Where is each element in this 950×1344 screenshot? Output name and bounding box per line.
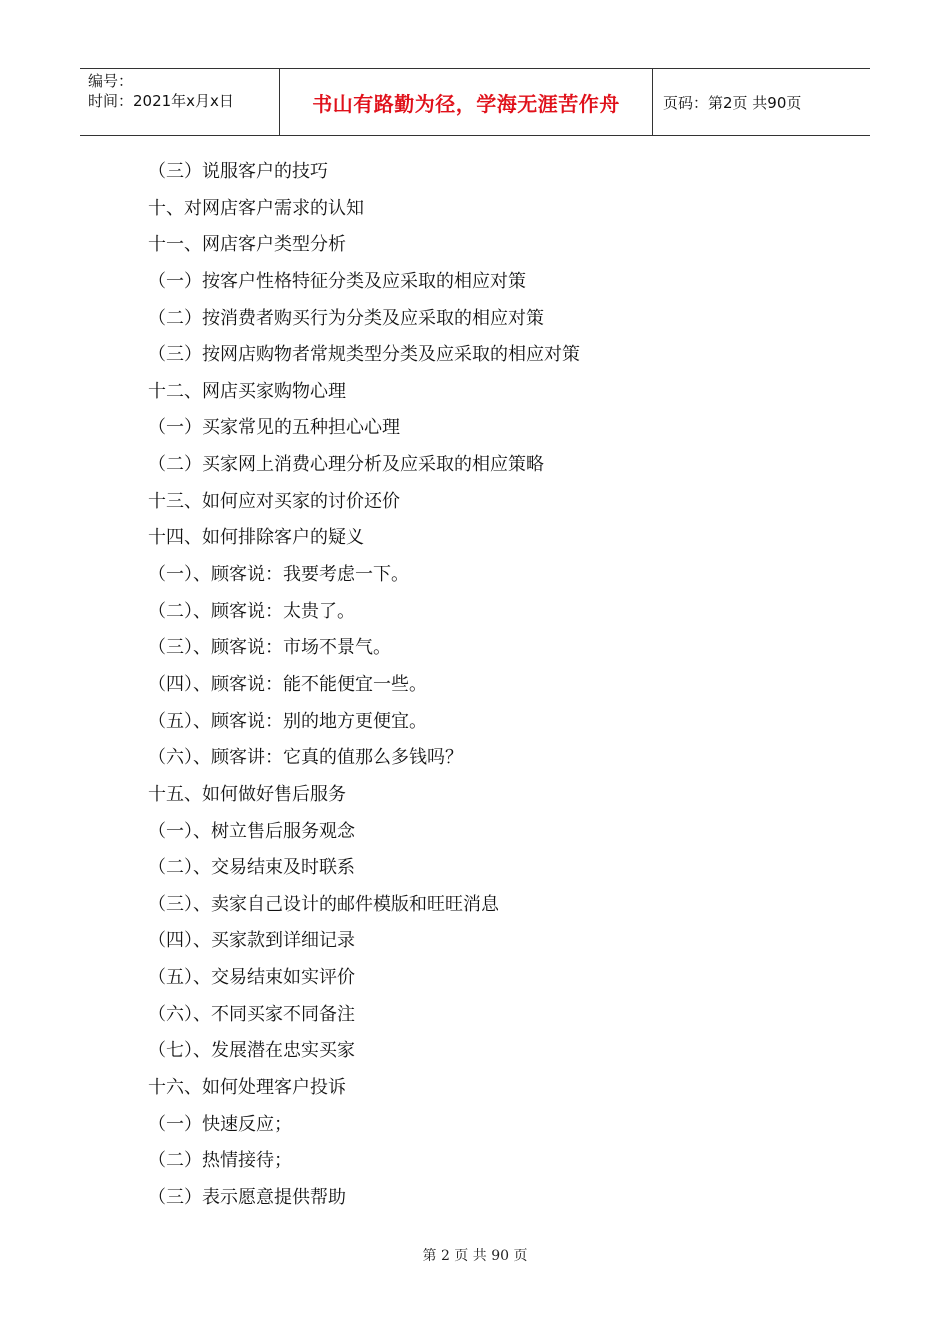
outline-line: （二）、顾客说：太贵了。 [148,600,355,622]
document-date-label: 时间：2021年x月x日 [88,92,234,110]
page-footer: 第 2 页 共 90 页 [422,1248,528,1264]
outline-line: 十六、如何处理客户投诉 [148,1077,346,1099]
outline-line: （三）、卖家自己设计的邮件模版和旺旺消息 [148,893,499,915]
outline-line: 十、对网店客户需求的认知 [148,197,364,219]
outline-line: （四）、买家款到详细记录 [148,930,355,952]
outline-line: （一）按客户性格特征分类及应采取的相应对策 [148,270,526,292]
header-page-info: 页码：第2页 共90页 [663,93,802,112]
outline-line: （五）、顾客说：别的地方更便宜。 [148,710,427,732]
outline-line: （五）、交易结束如实评价 [148,967,355,989]
outline-line: 十五、如何做好售后服务 [148,783,346,805]
outline-line: （六）、不同买家不同备注 [148,1003,355,1025]
outline-line: （六）、顾客讲：它真的值那么多钱吗？ [148,747,463,769]
outline-line: 十四、如何排除客户的疑义 [148,527,364,549]
outline-line: （一）买家常见的五种担心心理 [148,417,400,439]
document-number-label: 编号： [88,72,134,90]
outline-line: 十一、网店客户类型分析 [148,234,346,256]
outline-line: （三）说服客户的技巧 [148,161,328,182]
outline-line: （三）表示愿意提供帮助 [148,1186,346,1208]
outline-line: （七）、发展潜在忠实买家 [148,1040,355,1062]
document-body [148,154,848,1217]
outline-line: （一）、树立售后服务观念 [148,820,355,842]
outline-line: 十三、如何应对买家的讨价还价 [148,490,400,512]
outline-line: （二）买家网上消费心理分析及应采取的相应策略 [148,454,544,476]
outline-line: （二）热情接待； [148,1150,292,1172]
outline-line: （三）、顾客说：市场不景气。 [148,637,391,659]
outline-line: （四）、顾客说：能不能便宜一些。 [148,673,427,695]
header-meta [80,69,280,135]
header-motto: 书山有路勤为径，学海无涯苦作舟 [312,91,620,116]
page-header [80,68,870,136]
outline-line: （一）快速反应； [148,1113,292,1135]
header-motto-cell [280,69,653,135]
outline-line: 十二、网店买家购物心理 [148,380,346,402]
outline-line: （二）、交易结束及时联系 [148,857,355,879]
outline-line: （三）按网店购物者常规类型分类及应采取的相应对策 [148,344,580,366]
outline-line: （二）按消费者购买行为分类及应采取的相应对策 [148,307,544,329]
outline-line: （一）、顾客说：我要考虑一下。 [148,564,409,586]
